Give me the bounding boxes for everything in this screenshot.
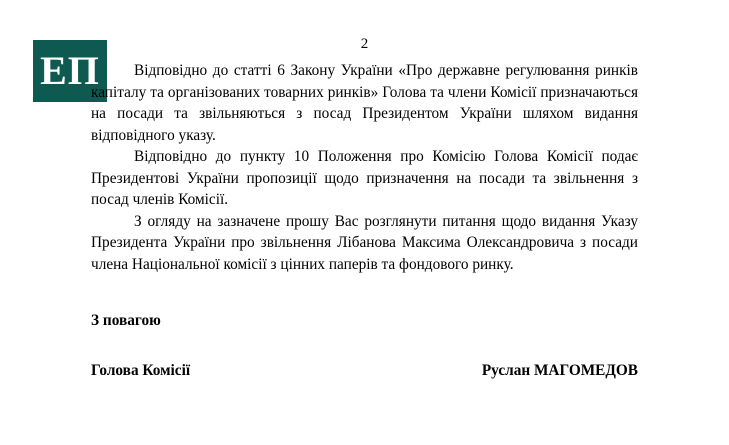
publisher-logo-icon: ЕП [33,40,107,102]
paragraph: Відповідно до статті 6 Закону України «Про державне регулювання ринків капіталу та організованих товарних ринків» Голова та члени Комісії призначаються на посади та звільняються з посад Президентом України шляхом видання відповідного указу. [91,62,638,144]
document-body [91,60,638,275]
paragraph: Відповідно до пункту 10 Положення про Комісію Голова Комісії подає Президентові України пропозиції щодо призначення на посади та звільнення з посад членів Комісії. [91,148,638,208]
signature-title: Голова Комісії [91,362,191,379]
paragraph: З огляду на зазначене прошу Вас розглянути питання щодо видання Указу Президента України про звільнення Лібанова Максима Олександровича з посади члена Національної комісії з цінних паперів та фондового ринку. [91,212,638,273]
signature-regards: З повагою [91,312,161,329]
signature-row [91,362,638,380]
signature-block [91,312,638,380]
page-number: 2 [360,36,369,52]
signature-name: Руслан МАГОМЕДОВ [481,362,638,379]
